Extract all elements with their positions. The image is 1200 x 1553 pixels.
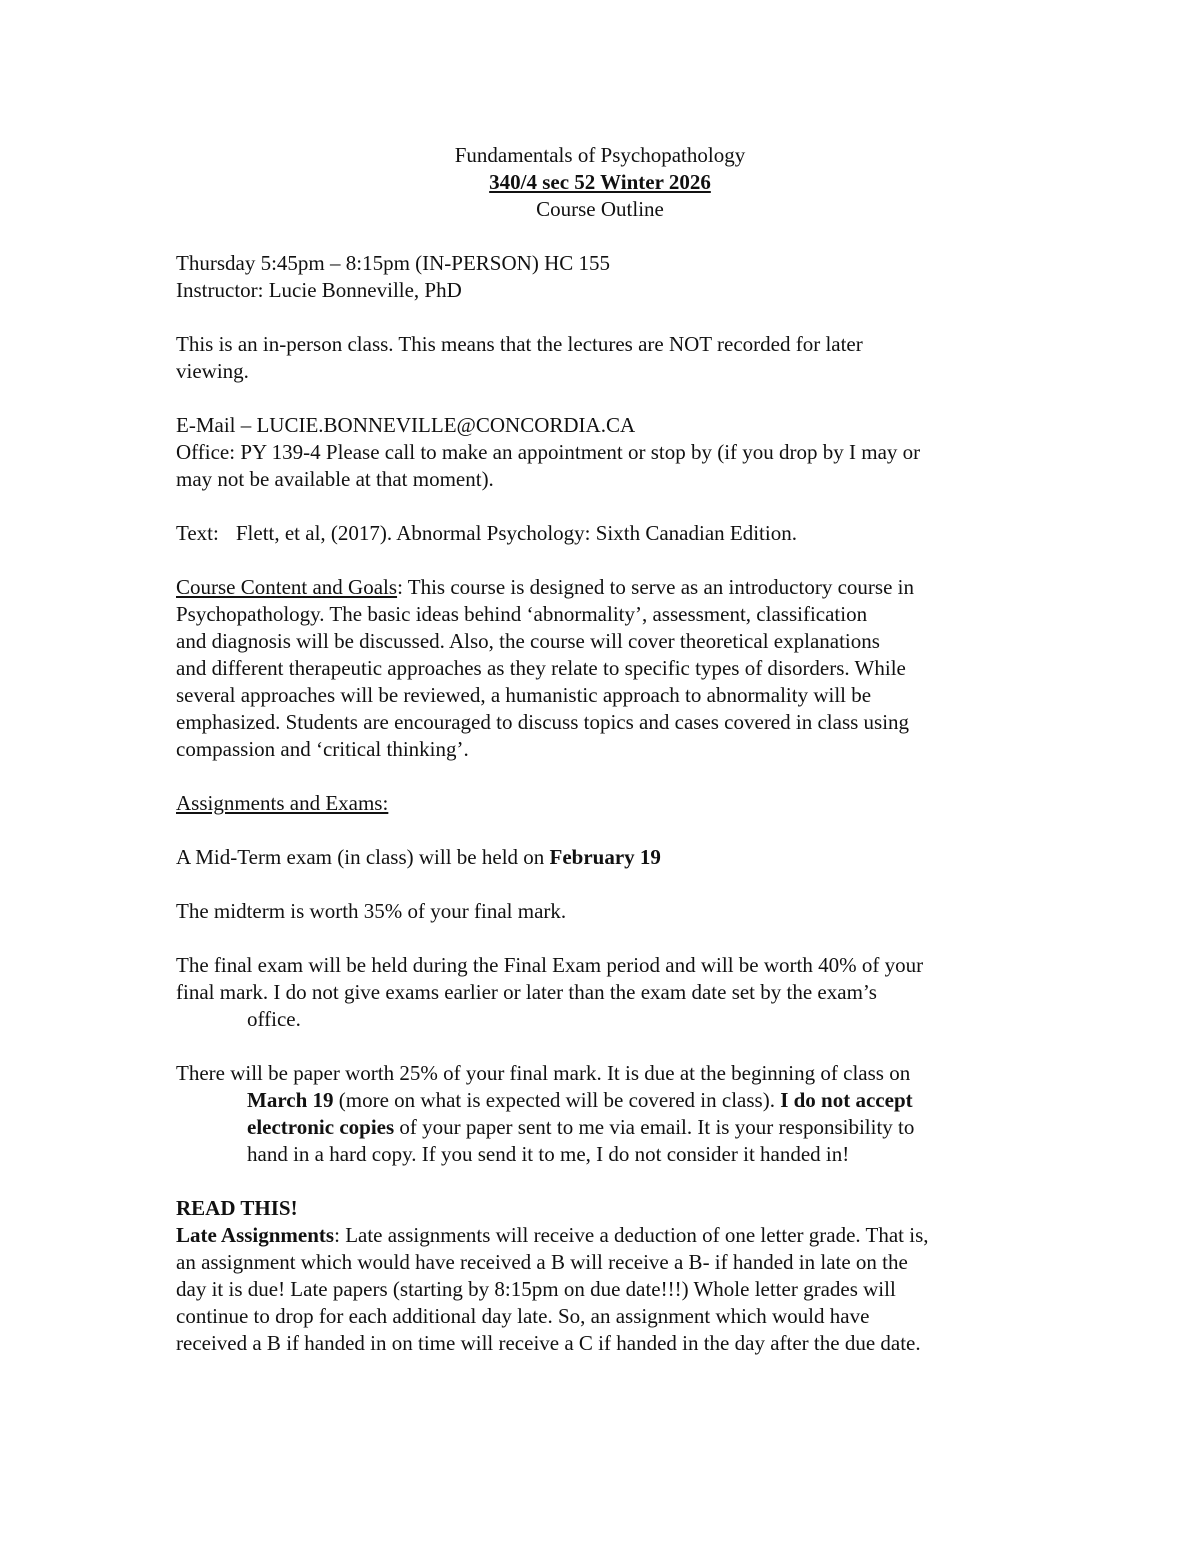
late-policy-line-1: Late Assignments: Late assignments will receive a deduction of one letter grade. That is,: [176, 1223, 929, 1247]
office-info-line-2: may not be available at that moment).: [176, 467, 494, 491]
paper-line-4: hand in a hard copy. If you send it to me, I do not consider it handed in!: [247, 1142, 850, 1166]
instructor-email: E-Mail – LUCIE.BONNEVILLE@CONCORDIA.CA: [176, 413, 636, 437]
final-exam-line-3: office.: [247, 1007, 301, 1031]
late-policy-line-5: received a B if handed in on time will receive a C if handed in the day after the due date.: [176, 1331, 921, 1355]
class-schedule: Thursday 5:45pm – 8:15pm (IN-PERSON) HC 155: [176, 251, 610, 275]
textbook-value: Flett, et al, (2017). Abnormal Psychology: Sixth Canadian Edition.: [235, 521, 797, 545]
course-title: Fundamentals of Psychopathology: [454, 143, 746, 167]
late-assignments-heading: Late Assignments: [176, 1223, 335, 1247]
content-goals-line-1: Course Content and Goals: This course is designed to serve as an introductory course in: [176, 575, 914, 599]
read-this-heading: READ THIS!: [176, 1196, 298, 1220]
content-goals-line-5: several approaches will be reviewed, a humanistic approach to abnormality will be: [176, 683, 872, 707]
course-code: 340/4 sec 52 Winter 2026: [489, 170, 711, 194]
content-goals-line-2: Psychopathology. The basic ideas behind ‘abnormality’, assessment, classification: [176, 602, 868, 626]
paper-line-1: There will be paper worth 25% of your final mark. It is due at the beginning of class on: [176, 1061, 911, 1085]
final-exam-line-1: The final exam will be held during the Final Exam period and will be worth 40% of your: [176, 953, 924, 977]
course-subtitle: Course Outline: [536, 197, 664, 221]
textbook-label: Text:: [176, 521, 219, 545]
course-outline: [176, 142, 1036, 1357]
office-info-line-1: Office: PY 139-4 Please call to make an appointment or stop by (if you drop by I may or: [176, 440, 921, 464]
content-goals-line-6: emphasized. Students are encouraged to discuss topics and cases covered in class using: [176, 710, 910, 734]
late-policy-line-2: an assignment which would have received a B will receive a B- if handed in late on the: [176, 1250, 908, 1274]
content-goals-line-3: and diagnosis will be discussed. Also, the course will cover theoretical explanations: [176, 629, 880, 653]
final-exam-line-2: final mark. I do not give exams earlier or later than the exam date set by the exam’s: [176, 980, 877, 1004]
paper-due-date: March 19: [247, 1088, 334, 1112]
midterm-date: February 19: [549, 845, 661, 869]
textbook: [176, 520, 1036, 547]
midterm-date-line: A Mid-Term exam (in class) will be held on February 19: [176, 845, 661, 869]
assignments-heading: Assignments and Exams:: [176, 791, 389, 815]
paper-line-2: March 19 (more on what is expected will be covered in class). I do not accept: [247, 1088, 913, 1112]
midterm-worth: The midterm is worth 35% of your final mark.: [176, 899, 567, 923]
content-goals-line-4: and different therapeutic approaches as they relate to specific types of disorders. While: [176, 656, 906, 680]
instructor-name: Instructor: Lucie Bonneville, PhD: [176, 278, 462, 302]
late-policy-line-4: continue to drop for each additional day late. So, an assignment which would have: [176, 1304, 870, 1328]
in-person-notice-line-1: This is an in-person class. This means that the lectures are NOT recorded for later: [176, 332, 863, 356]
paper-line-3: electronic copies of your paper sent to me via email. It is your responsibility to: [247, 1115, 915, 1139]
in-person-notice-line-2: viewing.: [176, 359, 249, 383]
content-goals-heading: Course Content and Goals: [176, 575, 398, 599]
content-goals-line-7: compassion and ‘critical thinking’.: [176, 737, 469, 761]
late-policy-line-3: day it is due! Late papers (starting by 8:15pm on due date!!!) Whole letter grades will: [176, 1277, 896, 1301]
